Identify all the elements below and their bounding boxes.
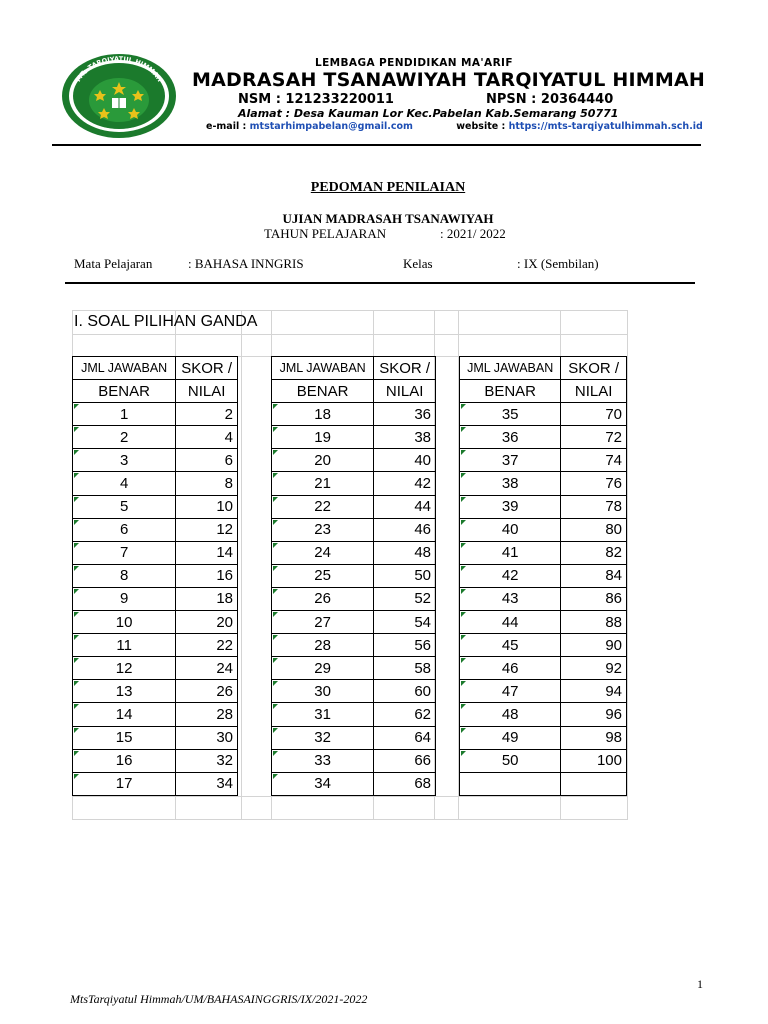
score-cell: 22 [176,634,238,657]
correct-answers-cell: 3 [73,449,176,472]
table-row [272,772,436,795]
score-table-3 [459,356,627,796]
score-cell: 28 [176,703,238,726]
table-row [73,426,238,449]
score-cell: 34 [176,772,238,795]
academic-year [264,226,506,242]
email-link[interactable]: mtstarhimpabelan@gmail.com [249,121,413,132]
table-row [73,449,238,472]
header-skor: SKOR / [561,357,627,380]
table-row [73,587,238,610]
correct-answers-cell: 2 [73,426,176,449]
table-row [460,634,627,657]
table-row [73,657,238,680]
score-cell: 8 [176,472,238,495]
table-row [272,680,436,703]
score-cell: 60 [374,680,436,703]
header-nilai: NILAI [561,380,627,403]
score-cell: 82 [561,541,627,564]
score-cell: 44 [374,495,436,518]
score-cell: 14 [176,541,238,564]
table-row [73,680,238,703]
website-link[interactable]: https://mts-tarqiyatulhimmah.sch.id [508,121,703,132]
score-cell: 100 [561,749,627,772]
score-cell: 90 [561,634,627,657]
class-label: Kelas [403,256,433,271]
table-row [272,587,436,610]
academic-year-value: : 2021/ 2022 [440,226,506,241]
score-cell: 16 [176,564,238,587]
correct-answers-cell: 37 [460,449,561,472]
score-cell: 92 [561,657,627,680]
correct-answers-cell: 19 [272,426,374,449]
table-row [272,426,436,449]
table-row [272,449,436,472]
email-label: e-mail : [206,121,250,132]
header-jml-jawaban: JML JAWABAN [460,357,561,380]
table-row [272,634,436,657]
table-row [272,403,436,426]
correct-answers-cell: 14 [73,703,176,726]
correct-answers-cell: 21 [272,472,374,495]
header-benar: BENAR [460,380,561,403]
score-cell: 54 [374,611,436,634]
score-cell: 58 [374,657,436,680]
header-jml-jawaban: JML JAWABAN [272,357,374,380]
correct-answers-cell: 18 [272,403,374,426]
table-row [73,518,238,541]
nsm-number: NSM : 121233220011 [238,92,394,107]
correct-answers-cell: 28 [272,634,374,657]
correct-answers-cell: 31 [272,703,374,726]
correct-answers-cell: 42 [460,564,561,587]
logo-text: MTs TARQIYATUL HIMMAH [74,54,164,84]
contact-row [206,121,703,132]
score-cell: 62 [374,703,436,726]
correct-answers-cell: 5 [73,495,176,518]
score-cell: 38 [374,426,436,449]
correct-answers-cell: 15 [73,726,176,749]
score-cell: 6 [176,449,238,472]
correct-answers-cell: 11 [73,634,176,657]
table-row [272,564,436,587]
correct-answers-cell: 47 [460,680,561,703]
table-row [460,518,627,541]
table-row [460,749,627,772]
score-cell: 74 [561,449,627,472]
correct-answers-cell: 44 [460,611,561,634]
table-row [272,518,436,541]
correct-answers-cell: 22 [272,495,374,518]
document-title: PEDOMAN PENILAIAN [310,180,466,195]
score-cell: 64 [374,726,436,749]
table-row [460,426,627,449]
correct-answers-cell: 20 [272,449,374,472]
correct-answers-cell: 9 [73,587,176,610]
table-row [272,495,436,518]
score-cell: 20 [176,611,238,634]
school-address: Alamat : Desa Kauman Lor Kec.Pabelan Kab.Semarang 50771 [238,107,619,120]
page-number: 1 [697,977,703,991]
table-row [460,449,627,472]
correct-answers-cell [460,772,561,795]
table-row [272,749,436,772]
school-name: MADRASAH TSANAWIYAH TARQIYATUL HIMMAH [192,69,706,91]
score-cell: 46 [374,518,436,541]
score-cell: 12 [176,518,238,541]
score-table-2 [271,356,436,796]
correct-answers-cell: 30 [272,680,374,703]
table-row [460,495,627,518]
table-row [272,657,436,680]
correct-answers-cell: 12 [73,657,176,680]
correct-answers-cell: 4 [73,472,176,495]
correct-answers-cell: 50 [460,749,561,772]
section-title: I. SOAL PILIHAN GANDA [74,313,258,330]
table-row [460,403,627,426]
correct-answers-cell: 49 [460,726,561,749]
correct-answers-cell: 33 [272,749,374,772]
table-row [460,587,627,610]
score-cell: 76 [561,472,627,495]
score-cell: 72 [561,426,627,449]
score-table-1 [72,356,238,796]
correct-answers-cell: 1 [73,403,176,426]
table-row [73,472,238,495]
document-footer: MtsTarqiyatul Himmah/UM/BAHASAINGGRIS/IX/2021-2022 [70,992,368,1006]
table-row [460,680,627,703]
score-cell [561,772,627,795]
score-cell: 94 [561,680,627,703]
correct-answers-cell: 13 [73,680,176,703]
table-row [460,703,627,726]
correct-answers-cell: 8 [73,564,176,587]
correct-answers-cell: 41 [460,541,561,564]
score-cell: 30 [176,726,238,749]
table-row [460,472,627,495]
table-row [73,749,238,772]
table-row [272,472,436,495]
table-row [73,403,238,426]
score-cell: 18 [176,587,238,610]
correct-answers-cell: 36 [460,426,561,449]
subject-label: Mata Pelajaran [74,256,153,271]
exam-subtitle: UJIAN MADRASAH TSANAWIYAH [282,211,494,226]
correct-answers-cell: 39 [460,495,561,518]
correct-answers-cell: 46 [460,657,561,680]
header-benar: BENAR [272,380,374,403]
npsn-number: NPSN : 20364440 [486,92,614,107]
correct-answers-cell: 34 [272,772,374,795]
score-cell: 42 [374,472,436,495]
school-logo [60,52,178,140]
score-cell: 66 [374,749,436,772]
table-row [73,634,238,657]
subject-value: : BAHASA INNGRIS [188,256,304,271]
correct-answers-cell: 25 [272,564,374,587]
table-row [272,726,436,749]
score-cell: 36 [374,403,436,426]
score-cell: 78 [561,495,627,518]
correct-answers-cell: 29 [272,657,374,680]
table-row [73,495,238,518]
table-row [73,541,238,564]
correct-answers-cell: 23 [272,518,374,541]
table-row [460,726,627,749]
correct-answers-cell: 32 [272,726,374,749]
website-label: website : [456,121,509,132]
correct-answers-cell: 26 [272,587,374,610]
table-row [460,657,627,680]
score-cell: 96 [561,703,627,726]
header-nilai: NILAI [176,380,238,403]
score-cell: 68 [374,772,436,795]
table-row [460,541,627,564]
score-cell: 2 [176,403,238,426]
header-skor: SKOR / [176,357,238,380]
table-row [272,541,436,564]
score-cell: 26 [176,680,238,703]
correct-answers-cell: 10 [73,611,176,634]
score-cell: 56 [374,634,436,657]
table-row [460,611,627,634]
table-row [73,564,238,587]
score-cell: 50 [374,564,436,587]
score-cell: 4 [176,426,238,449]
header-divider [52,144,701,146]
correct-answers-cell: 24 [272,541,374,564]
table-row [272,611,436,634]
table-row [460,564,627,587]
correct-answers-cell: 7 [73,541,176,564]
correct-answers-cell: 40 [460,518,561,541]
correct-answers-cell: 27 [272,611,374,634]
score-cell: 40 [374,449,436,472]
score-cell: 88 [561,611,627,634]
correct-answers-cell: 6 [73,518,176,541]
header-benar: BENAR [73,380,176,403]
score-cell: 32 [176,749,238,772]
score-cell: 80 [561,518,627,541]
table-row [73,703,238,726]
table-row [73,611,238,634]
score-cell: 24 [176,657,238,680]
header-nilai: NILAI [374,380,436,403]
table-row [73,726,238,749]
correct-answers-cell: 45 [460,634,561,657]
header-skor: SKOR / [374,357,436,380]
correct-answers-cell: 38 [460,472,561,495]
academic-year-label: TAHUN PELAJARAN [264,226,387,241]
table-row [460,772,627,795]
score-cell: 48 [374,541,436,564]
table-row [272,703,436,726]
correct-answers-cell: 43 [460,587,561,610]
class-value: : IX (Sembilan) [517,256,599,271]
score-cell: 98 [561,726,627,749]
correct-answers-cell: 17 [73,772,176,795]
score-cell: 84 [561,564,627,587]
header-jml-jawaban: JML JAWABAN [73,357,176,380]
score-cell: 52 [374,587,436,610]
correct-answers-cell: 16 [73,749,176,772]
organization-name: LEMBAGA PENDIDIKAN MA'ARIF [315,57,513,69]
meta-divider [65,282,695,284]
score-cell: 10 [176,495,238,518]
correct-answers-cell: 35 [460,403,561,426]
score-cell: 70 [561,403,627,426]
score-cell: 86 [561,587,627,610]
table-row [73,772,238,795]
correct-answers-cell: 48 [460,703,561,726]
